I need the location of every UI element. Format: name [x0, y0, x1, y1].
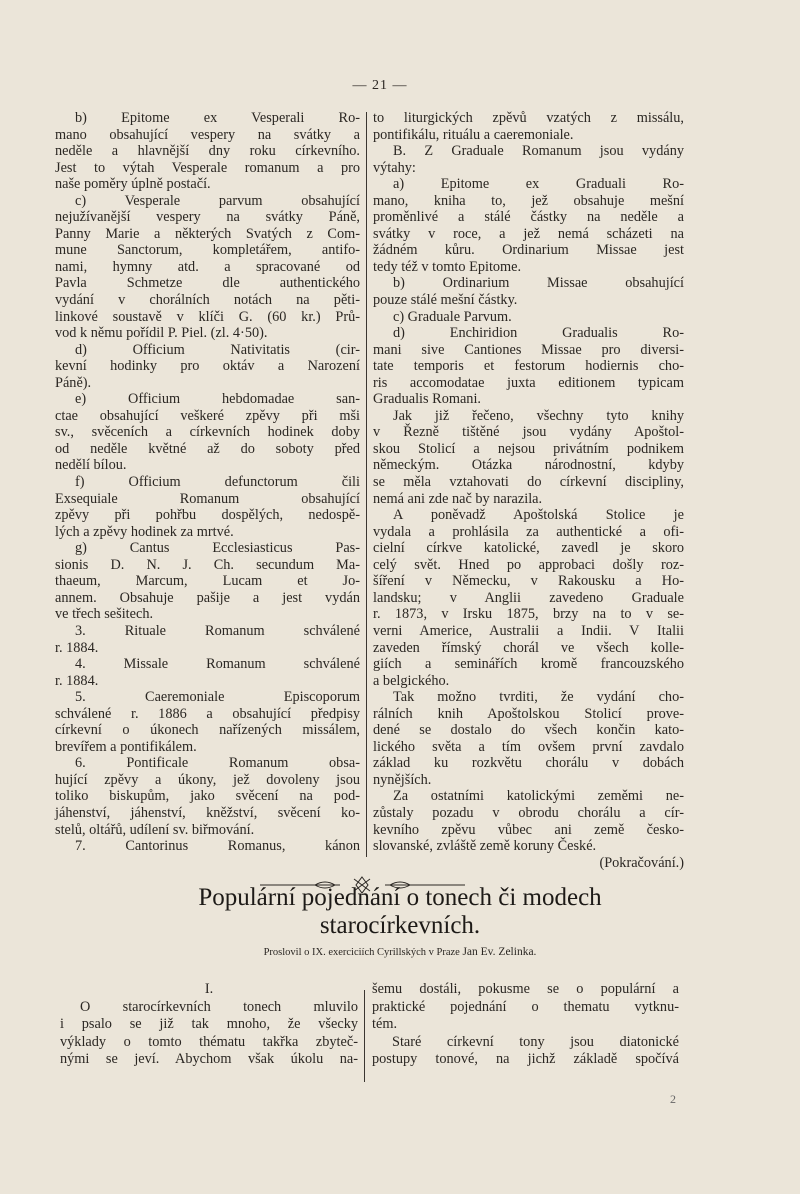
- text-line: nami, hymny atd. a spracované od: [55, 258, 360, 275]
- text-line: Staré církevní tony jsou diatonické: [392, 1033, 679, 1050]
- text-line: tedy též v tomto Epitome.: [373, 258, 522, 275]
- article-title-line-2: starocírkevních.: [319, 912, 481, 939]
- text-line: thaeum, Marcum, Lucam et Jo-: [55, 573, 360, 590]
- text-line: neděle a hlavnější dny roku církevního.: [55, 143, 360, 160]
- text-line: mani sive Cantiones Missae pro diversi-: [373, 341, 684, 358]
- text-line: naše poměry úplně postačí.: [55, 176, 211, 193]
- text-line: ctae obsahující veškeré zpěvy při mši: [55, 407, 360, 424]
- text-line: b) Epitome ex Vesperali Ro-: [75, 110, 360, 126]
- byline-prefix: Proslovil o IX. exerciciích Cyrillských v Praze: [263, 947, 460, 958]
- text-line: pouze stálé mešní částky.: [373, 292, 518, 309]
- text-line: zůstaly pozadu v obrodu chorálu a cír-: [373, 804, 684, 821]
- article-column-divider: [364, 990, 365, 1082]
- text-line: cielní církve katolické, zavedl je skoro: [373, 540, 684, 557]
- text-line: a belgického.: [373, 672, 450, 689]
- text-line: 6. Pontificale Romanum obsa-: [75, 755, 360, 772]
- text-line: nemá ani zde nač by narazila.: [373, 490, 543, 507]
- article-right-column: [372, 981, 679, 1069]
- text-line: I.: [204, 981, 214, 997]
- text-line: sionis D. N. J. Ch. secundum Ma-: [55, 556, 360, 573]
- article-title: [0, 884, 800, 940]
- text-line: annem. Obsahuje pašije a jest vydán: [55, 589, 360, 606]
- text-line: nynějších.: [373, 771, 432, 788]
- text-line: hující zpěvy a úkony, jež dovoleny jsou: [55, 771, 360, 788]
- text-line: Gradualis Romani.: [373, 391, 482, 408]
- text-line: vydání v chorálních notách na pěti-: [55, 292, 360, 309]
- text-line: vydala a prohlásila za authentické a ofi-: [373, 523, 684, 540]
- text-line: f) Officium defunctorum čili: [75, 474, 360, 491]
- text-line: lých a zpěvy hodinek za mrtvé.: [55, 523, 234, 540]
- text-line: r. 1884.: [55, 672, 99, 689]
- article-byline: [0, 946, 800, 958]
- text-line: b) Ordinarium Missae obsahující: [393, 275, 684, 292]
- text-line: svátky v roce, a jež nemá scházeti na: [373, 225, 684, 242]
- text-line: proměnlivé a stálé částky na neděle a: [373, 209, 684, 226]
- text-line: c) Vesperale parvum obsahující: [75, 192, 360, 209]
- text-line: tate temporis et festorum hodiernis cho-: [373, 358, 684, 375]
- text-line: toliko biskupům, jako svěcení na pod-: [55, 788, 360, 805]
- text-line: od neděle květné až do soboty před: [55, 440, 360, 457]
- text-line: Panny Marie a některých Svatých z Com-: [55, 225, 360, 242]
- left-column: [55, 110, 360, 855]
- text-line: kevní hodinky pro oktáv a Narození: [55, 358, 360, 375]
- text-line: Exsequiale Romanum obsahující: [55, 490, 360, 507]
- text-line: 3. Rituale Romanum schválené: [75, 622, 360, 639]
- text-line: d) Officium Nativitatis (cir-: [75, 341, 360, 358]
- text-line: praktické pojednání o thematu vytknu-: [372, 998, 679, 1015]
- text-line: jáhenství, jáhenství, kněžství, svěcení ko-: [55, 804, 360, 821]
- text-line: dené se dostalo do všech končin kato-: [373, 722, 684, 739]
- text-line: vod k němu pořídil P. Piel. (zl. 4·50).: [55, 325, 268, 342]
- text-line: mano obsahující vespery na svátky a: [55, 126, 360, 143]
- text-line: landsku; v Anglii zavedeno Graduale: [373, 589, 684, 606]
- text-line: postupy tonové, na jichž základě spočívá: [372, 1051, 679, 1067]
- text-line: to liturgických zpěvů vzatých z missálu,: [373, 110, 684, 126]
- text-line: verni Americe, Australii a Indii. V Italii: [373, 622, 684, 639]
- text-line: mano, kniha to, jež obsahuje mešní: [373, 192, 684, 209]
- text-line: schválené r. 1886 a obsahující předpisy: [55, 705, 360, 722]
- text-line: r. 1884.: [55, 639, 99, 656]
- text-line: ris accomodatae juxta editionem typicam: [373, 374, 684, 391]
- text-line: pontifikálu, rituálu a caeremoniale.: [373, 126, 574, 143]
- text-line: e) Officium hebdomadae san-: [75, 391, 360, 408]
- right-column: [373, 110, 684, 871]
- text-line: Jak již řečeno, všechny tyto knihy: [393, 407, 684, 424]
- text-line: stelů, oltářů, udílení sv. biřmování.: [55, 821, 255, 838]
- text-line: Páně).: [55, 374, 92, 391]
- text-line: Pavla Schmetze dle authentického: [55, 275, 360, 292]
- article-title-line-1: Populární pojednání o tonech či modech: [198, 884, 602, 911]
- text-line: výtahy:: [373, 159, 416, 176]
- text-line: se měla vztahovati do církevní discipliny,: [373, 474, 684, 491]
- text-line: šíření v Německu, v Rakousku a Ho-: [373, 573, 684, 590]
- text-line: tém.: [372, 1016, 398, 1032]
- text-line: brevířem a pontifikálem.: [55, 738, 197, 755]
- text-line: celý svět. Hned po approbaci došly roz-: [373, 556, 684, 573]
- text-line: d) Enchiridion Gradualis Ro-: [393, 325, 684, 342]
- text-line: (Pokračování.): [599, 854, 684, 871]
- text-line: linkové soustavě v klíči G. (60 kr.) Prů-: [55, 308, 360, 325]
- text-line: kevního zpěvu vůbec ani země česko-: [373, 821, 684, 838]
- text-line: ve třech sešitech.: [55, 606, 154, 623]
- text-line: v Řezně tištěné jsou vydány Apoštol-: [373, 424, 684, 441]
- article-left-column: [60, 981, 358, 1069]
- text-line: giích a seminářích kromě francouzského: [373, 656, 684, 673]
- text-line: Jest to výtah Vesperale romanum a pro: [55, 159, 360, 176]
- text-line: nedělí bílou.: [55, 457, 127, 474]
- text-line: slovanské, zvláště země koruny České.: [373, 838, 597, 855]
- text-line: g) Cantus Ecclesiasticus Pas-: [75, 540, 360, 557]
- text-line: i psalo se již tak mnoho, že všecky: [60, 1016, 358, 1032]
- text-line: Tak možno tvrditi, že vydání cho-: [393, 689, 684, 706]
- text-line: žádném kůru. Ordinarium Missae jest: [373, 242, 684, 259]
- text-line: Za ostatními katolickými zeměmi ne-: [393, 788, 684, 805]
- text-line: a) Epitome ex Graduali Ro-: [393, 176, 684, 193]
- text-line: skou Stolicí a nejsou privátním podnikem: [373, 440, 684, 457]
- text-line: výklady o tomto thématu takřka zbyteč-: [60, 1033, 358, 1050]
- text-line: nejužívanější vespery na svátky Páně,: [55, 209, 360, 226]
- text-line: r. 1873, v Irsku 1875, brzy na to v se-: [373, 606, 684, 623]
- text-line: mune Sanctorum, kompletářem, antifo-: [55, 242, 360, 259]
- text-line: 7. Cantorinus Romanus, kánon: [75, 838, 360, 855]
- text-line: nými se jeví. Abychom však úkolu na-: [60, 1051, 358, 1067]
- text-line: zaveden římský chorál ve všech kolle-: [373, 639, 684, 656]
- column-divider: [366, 112, 367, 857]
- text-line: 5. Caeremoniale Episcoporum: [75, 689, 360, 706]
- text-line: základ ku rozkvětu chorálu v dobách: [373, 755, 684, 772]
- text-line: sv., svěceních a církevních hodinek doby: [55, 424, 360, 441]
- text-line: B. Z Graduale Romanum jsou vydány: [393, 143, 684, 160]
- sheet-number: 2: [670, 1092, 676, 1106]
- text-line: A poněvadž Apoštolská Stolice je: [393, 507, 684, 524]
- byline-author: Jan Ev. Zelinka.: [462, 946, 537, 958]
- text-line: šemu dostáli, pokusme se o populární a: [372, 981, 679, 997]
- text-line: lického světa a tím ovšem první zavdalo: [373, 738, 684, 755]
- text-line: c) Graduale Parvum.: [393, 308, 512, 325]
- text-line: O starocírkevních tonech mluvilo: [80, 998, 358, 1015]
- text-line: církevní o úkonech nařízených missálem,: [55, 722, 360, 739]
- page-number-header: — 21 —: [352, 78, 408, 93]
- text-line: německým. Otázka národnostní, kdyby: [373, 457, 684, 474]
- text-line: 4. Missale Romanum schválené: [75, 656, 360, 673]
- text-line: zpěvy při pohřbu dospělých, nedospě-: [55, 507, 360, 524]
- text-line: rálních knih Apoštolskou Stolicí prove-: [373, 705, 684, 722]
